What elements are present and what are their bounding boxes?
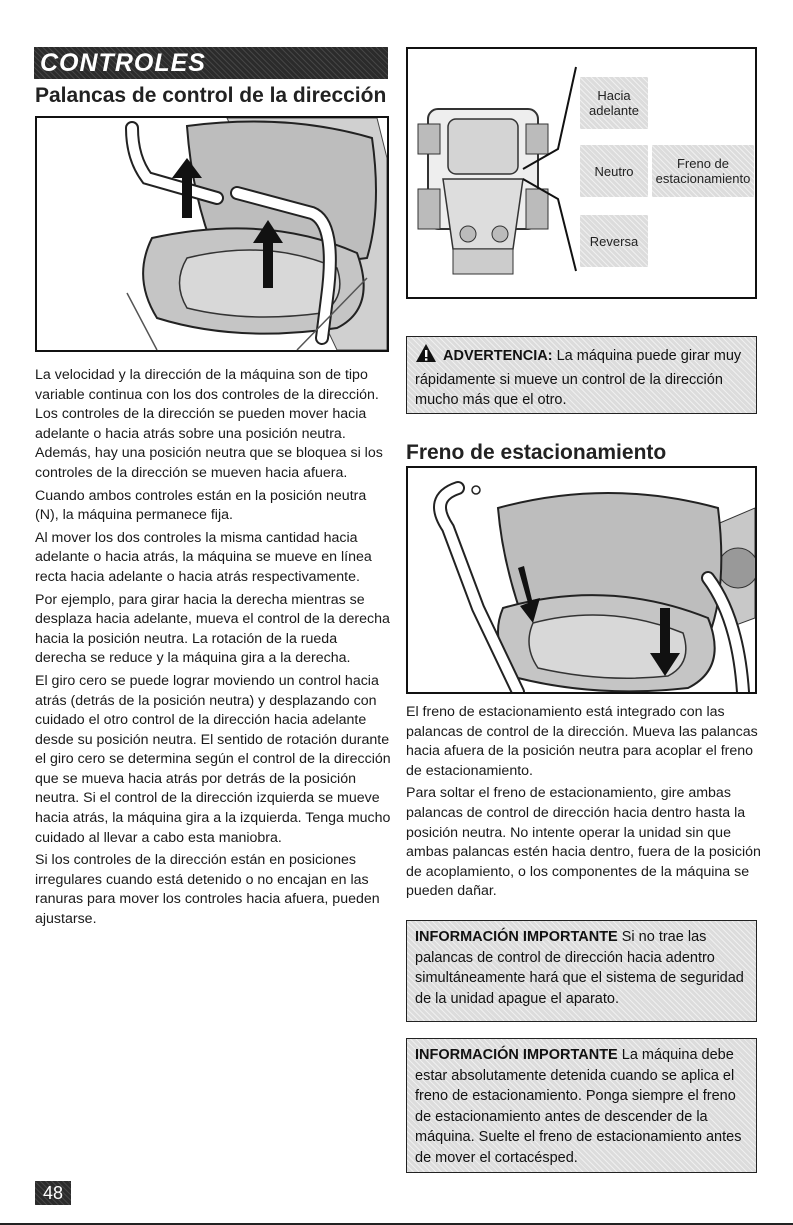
page-number: 48 <box>35 1181 71 1205</box>
warning-box <box>406 336 757 414</box>
parking-brake-paragraph: El freno de estacionamiento está integrado con las palancas de control de la dirección. Mueva las palancas hacia afuera de la posición neutra para acoplar el freno de estacionamiento. <box>406 704 758 779</box>
steering-paragraph: La velocidad y la dirección de la máquina son de tipo variable continua con los dos controles de la dirección. Los controles de la dirección se pueden mover hacia adelante o hacia atrás sobre una posición neutra. Además, hay una posición neutra que se bloquea si los controles de la dirección se mueven hacia afuera. <box>35 367 383 481</box>
important-info-text: La máquina debe estar absolutamente detenida cuando se aplica el freno de estacionamiento. Ponga siempre el freno de estacionamiento antes de descender de la máquina. Suelte el freno de estacionamiento antes de mover el cortacésped. <box>415 1047 742 1166</box>
steering-body <box>35 366 391 933</box>
steering-paragraph: El giro cero se puede lograr moviendo un control hacia atrás (detrás de la posición neutra) y desplazando con cuidado el otro control de la dirección hacia adelante desde su posición neutra. El sentido de rotación durante el giro cero se determina según el control de la dirección que se mueva hacia atrás por detrás de la posición neutra. Si el control de la dirección izquierda se mueve hacia atrás, la máquina gira a la izquierda. Tenga mucho cuidado al llevar a cabo esta maniobra. <box>35 672 391 846</box>
warning-label: ADVERTENCIA: <box>443 348 553 364</box>
steering-heading: Palancas de control de la dirección <box>35 84 387 107</box>
parking-brake-illustration <box>406 466 757 694</box>
important-info-box-1 <box>406 920 757 1022</box>
section-title: CONTROLES <box>40 49 206 77</box>
warning-icon <box>415 343 437 370</box>
important-info-label: INFORMACIÓN IMPORTANTE <box>415 1047 618 1063</box>
section-banner <box>34 47 388 79</box>
steering-controls-illustration <box>35 116 389 352</box>
label-parking-brake: Freno de estacionamiento <box>652 145 754 197</box>
parking-brake-paragraph: Para soltar el freno de estacionamiento, gire ambas palancas de control de dirección hacia dentro hasta la posición neutra. No intente operar la unidad sin que ambas palancas estén hacia dentro, fuera de la posición de acoplamiento, o los componentes de la máquina se pueden dañar. <box>406 785 761 900</box>
warning-text: La máquina puede girar muy rápidamente si mueve un control de la dirección mucho más que el otro. <box>415 348 742 408</box>
steering-paragraph: Si los controles de la dirección están en posiciones irregulares cuando está detenido o no encajan en las ranuras para mover los controles hacia afuera, pueden ajustarse. <box>35 852 380 928</box>
parking-brake-heading: Freno de estacionamiento <box>406 441 667 464</box>
lever-positions-diagram <box>406 47 757 299</box>
important-info-box-2 <box>406 1038 757 1173</box>
steering-paragraph: Al mover los dos controles la misma cantidad hacia adelante o hacia atrás, la máquina se mueve en línea recta hacia adelante o hacia atrás respectivamente. <box>35 529 372 585</box>
parking-brake-body <box>406 703 762 905</box>
important-info-text: Si no trae las palancas de control de dirección hacia adentro simultáneamente hará que el sistema de seguridad de la unidad apague el aparato. <box>415 929 744 1007</box>
label-forward: Hacia adelante <box>580 77 648 129</box>
steering-paragraph: Por ejemplo, para girar hacia la derecha mientras se desplaza hacia adelante, mueva el control de la derecha hacia la posición neutra. La rotación de la rueda derecha se reduce y la máquina gira a la derecha. <box>35 591 390 667</box>
steering-paragraph: Cuando ambos controles están en la posición neutra (N), la máquina permanece fija. <box>35 487 367 524</box>
label-reverse: Reversa <box>580 215 648 267</box>
important-info-label: INFORMACIÓN IMPORTANTE <box>415 929 618 945</box>
label-neutral: Neutro <box>580 145 648 197</box>
